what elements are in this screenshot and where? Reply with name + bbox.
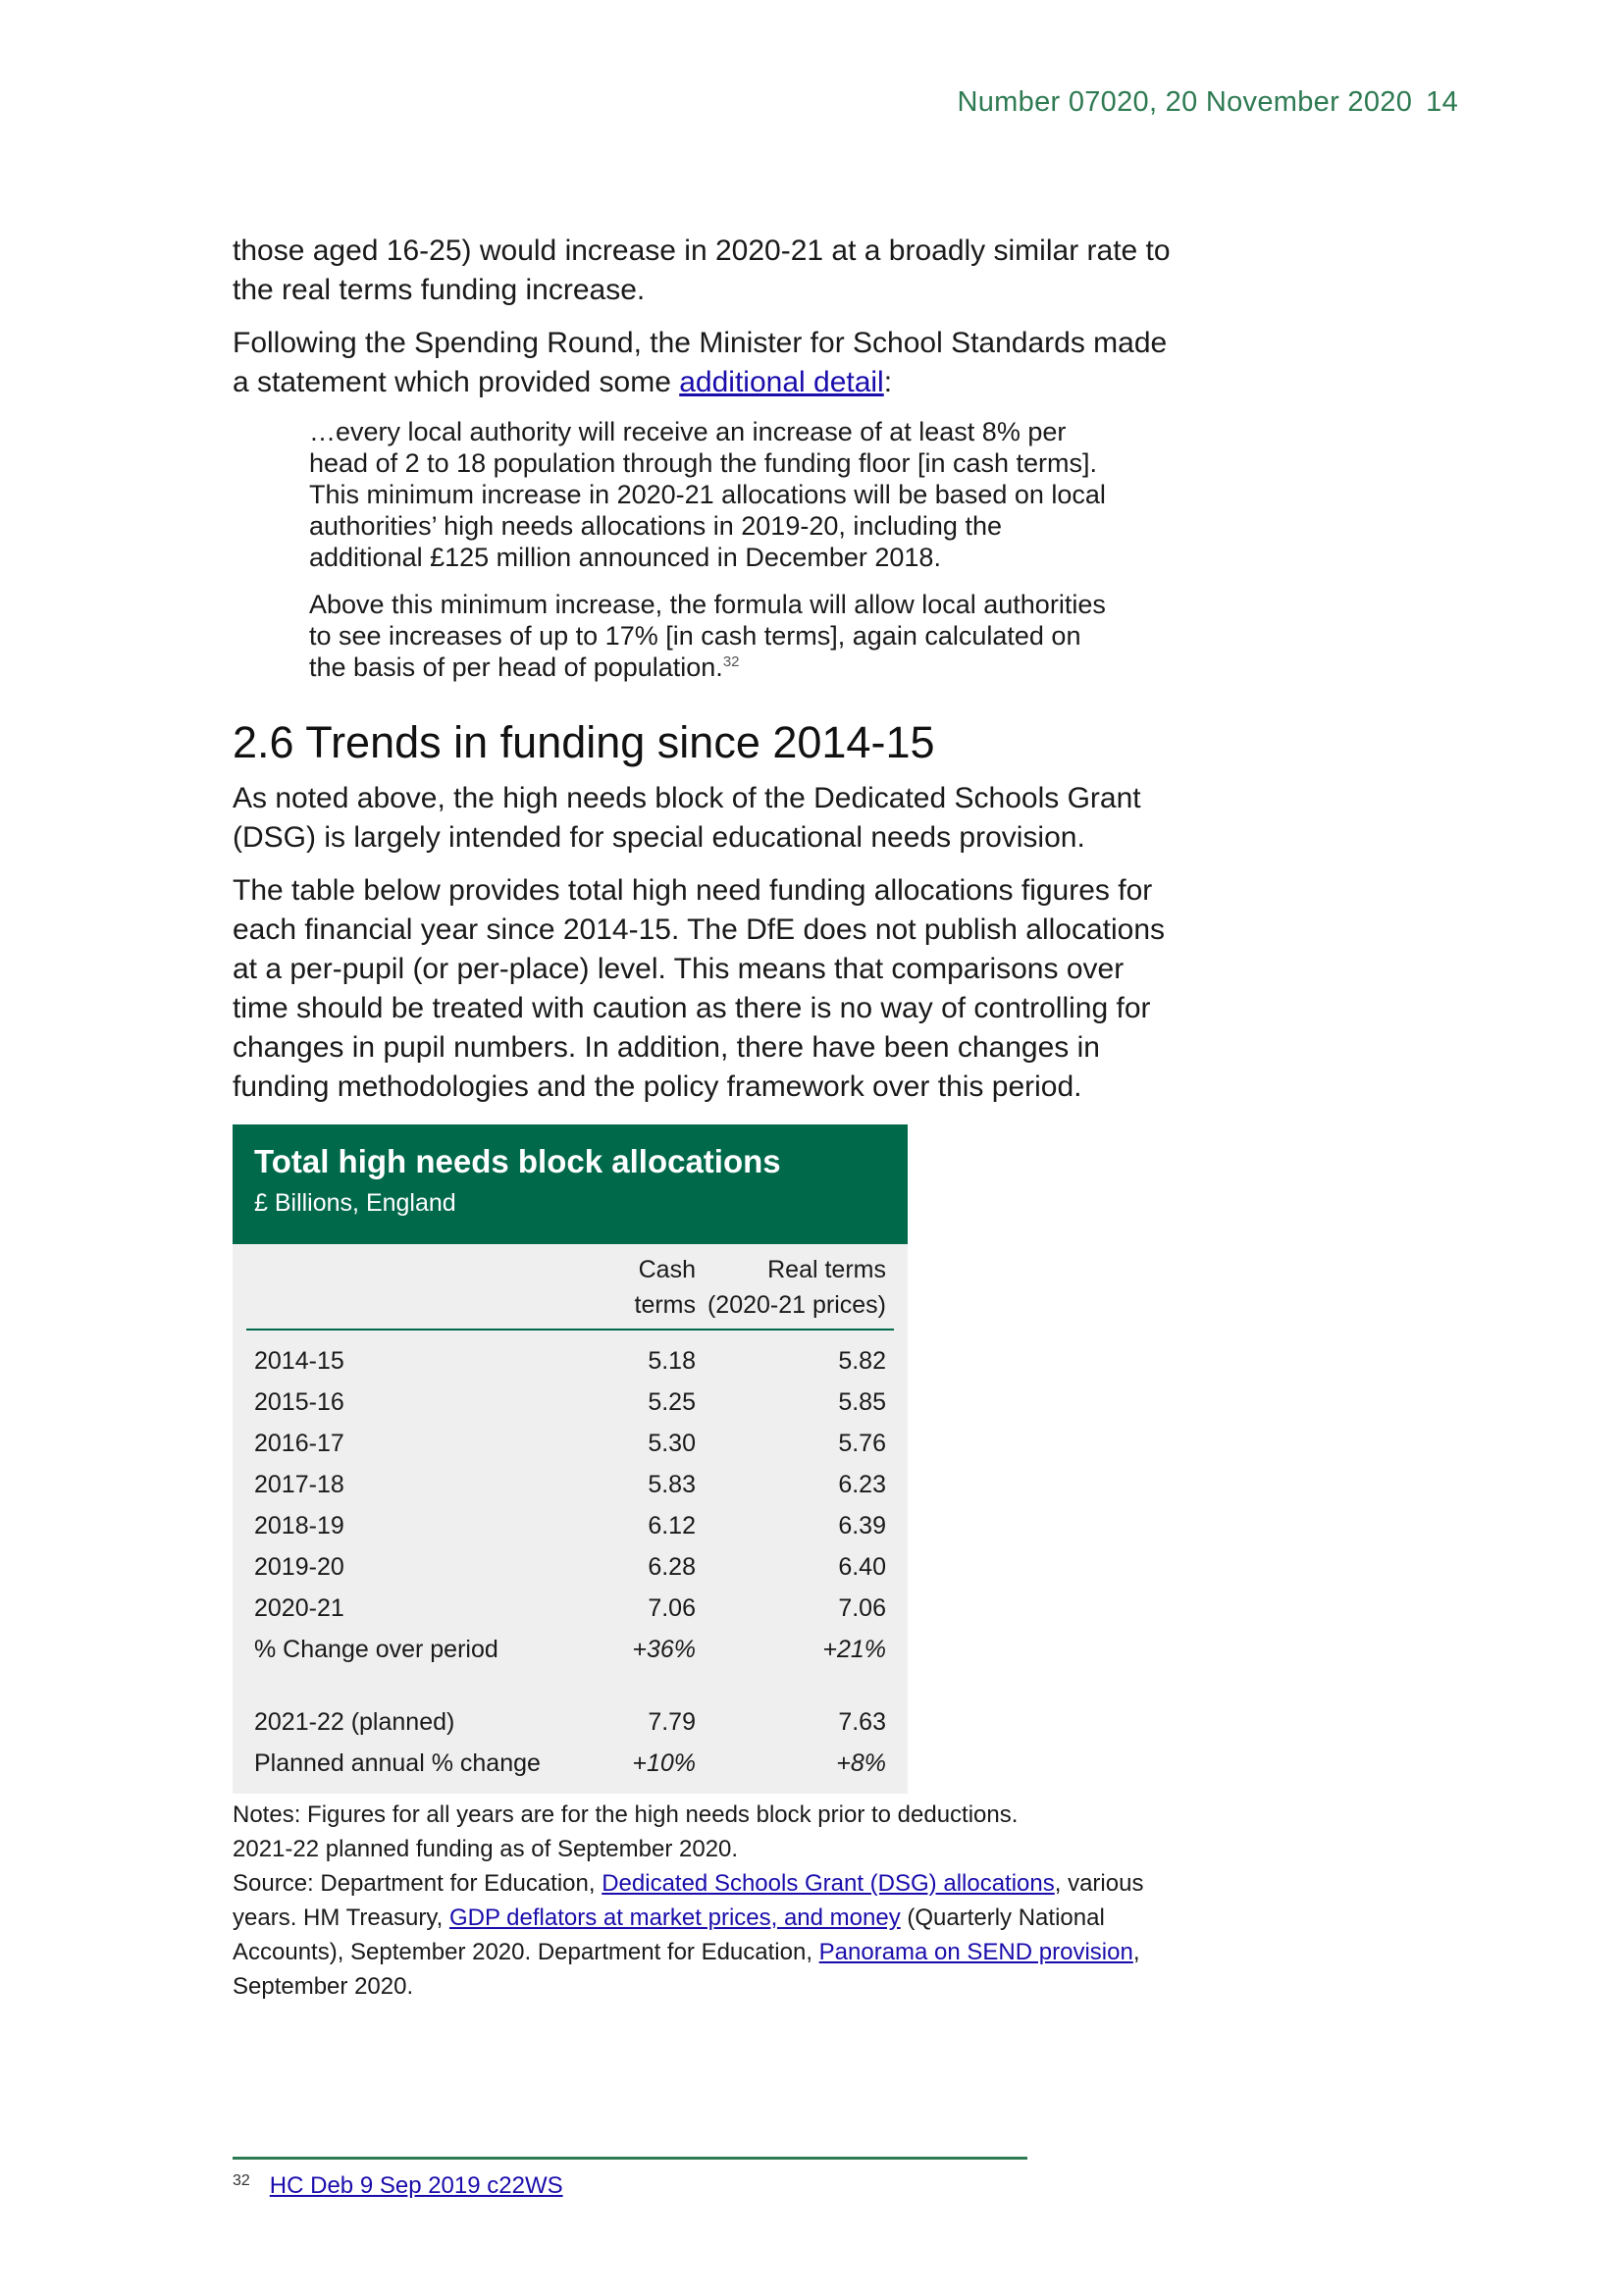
table-row-planned-change [246,1743,894,1784]
real-value: 5.85 [838,1388,886,1416]
footnote-reference[interactable]: 32 [722,653,740,670]
source-prefix: Source: Department for Education, [233,1870,602,1897]
table-body [233,1244,908,1794]
column-header-real-line2: (2020-21 prices) [707,1291,886,1319]
row-label: 2017-18 [254,1471,344,1498]
paragraph-high-needs: As noted above, the high needs block of the Dedicated Schools Grant (DSG) is largely intended for special educational needs provision. [233,782,1141,854]
table-column-headers [246,1244,894,1330]
column-header-cash [578,1244,696,1330]
cash-value: 7.06 [648,1594,696,1622]
table-row-planned [246,1701,894,1743]
paragraph-text: Following the Spending Round, the Minister for School Standards made a statement which provided some [233,327,1168,398]
quote-paragraph-2 [309,589,1114,683]
footnote [233,2172,563,2200]
table-row [246,1588,894,1629]
row-label: 2020-21 [254,1594,344,1622]
paragraph-table-intro: The table below provides total high need funding allocations figures for each financial year since 2014-15. The DfE does not publish allocations at a per-pupil (or per-place) level. This means that comparisons over time should be treated with caution as there is no way of controlling for changes in pupil numbers. In addition, there have been changes in funding methodologies and the policy framework over this period. [233,874,1166,1103]
table-row [246,1423,894,1464]
main-content [233,232,1175,2004]
notes-line-2: 2021-22 planned funding as of September 2020. [233,1836,739,1862]
quote-text: Above this minimum increase, the formula will allow local authorities to see increases of up to 17% [in cash terms], again calculated on the basis of per head of population. [309,590,1106,682]
additional-detail-link[interactable]: additional detail [679,366,884,398]
real-value: 7.06 [838,1594,886,1622]
allocations-table [246,1244,894,1784]
row-label: 2014-15 [254,1347,344,1375]
row-label: 2019-20 [254,1553,344,1581]
real-change: +21% [822,1636,886,1663]
column-header-cash-line1: Cash [638,1256,696,1283]
table-row [246,1464,894,1505]
real-value: 7.63 [838,1708,886,1736]
table-row-change [246,1629,894,1670]
table-row [246,1330,894,1382]
real-value: 5.82 [838,1347,886,1375]
table-title: Total high needs block allocations [254,1143,781,1179]
real-value: 6.39 [838,1512,886,1539]
real-change: +8% [836,1749,886,1777]
paragraph-punctuation: : [883,366,893,398]
column-header-blank [246,1244,578,1330]
dsg-allocations-link[interactable]: Dedicated Schools Grant (DSG) allocations [602,1870,1055,1897]
table-notes [233,1798,1175,2004]
row-label: % Change over period [254,1636,498,1663]
paragraph-continued: those aged 16-25) would increase in 2020-21 at a broadly similar rate to the real terms funding increase. [233,235,1171,306]
footnote-number: 32 [233,2172,250,2189]
source-mid-2: (Quarterly National Accounts), September 2020. Department for Education, [233,1905,1105,1965]
notes-line-1: Notes: Figures for all years are for the high needs block prior to deductions. [233,1801,1019,1828]
column-header-real-line1: Real terms [767,1256,886,1283]
cash-value: 7.79 [648,1708,696,1736]
cash-value: 6.12 [648,1512,696,1539]
row-label: 2016-17 [254,1430,344,1457]
funding-table [233,1124,908,1794]
panorama-send-link[interactable]: Panorama on SEND provision [818,1939,1133,1965]
table-subtitle: £ Billions, England [254,1189,456,1217]
table-row [246,1505,894,1546]
row-label: 2021-22 (planned) [254,1708,455,1736]
cash-change: +10% [632,1749,696,1777]
cash-change: +36% [632,1636,696,1663]
row-label: 2018-19 [254,1512,344,1539]
cash-value: 5.25 [648,1388,696,1416]
source-mid-1: , various years. HM Treasury, [233,1870,1144,1931]
block-quote [309,416,1114,683]
cash-value: 5.83 [648,1471,696,1498]
table-header-band [233,1124,908,1244]
real-value: 6.40 [838,1553,886,1581]
real-value: 5.76 [838,1430,886,1457]
real-value: 6.23 [838,1471,886,1498]
section-heading: 2.6 Trends in funding since 2014-15 [233,717,935,767]
row-label: 2015-16 [254,1388,344,1416]
gdp-deflators-link[interactable]: GDP deflators at market prices, and money [448,1905,901,1931]
page-number: 14 [1426,86,1458,118]
page-header [958,86,1458,119]
table-row [246,1546,894,1588]
source-end: , September 2020. [233,1939,1140,2000]
table-row [246,1382,894,1423]
cash-value: 6.28 [648,1553,696,1581]
source-text [233,1866,1175,2004]
document-reference: Number 07020, 20 November 2020 [957,86,1413,118]
table-spacer [246,1670,894,1701]
row-label: Planned annual % change [254,1749,541,1777]
footnote-link[interactable]: HC Deb 9 Sep 2019 c22WS [269,2172,563,2199]
quote-paragraph-1: …every local authority will receive an increase of at least 8% per head of 2 to 18 population through the funding floor [in cash terms]. This minimum increase in 2020-21 allocations will be based on local authorities’ high needs allocations in 2019-20, including the additional £125 million announced in December 2018. [309,417,1106,572]
paragraph-spending-round [233,324,1175,402]
column-header-cash-line2: terms [634,1291,696,1319]
column-header-real [696,1244,894,1330]
cash-value: 5.18 [648,1347,696,1375]
cash-value: 5.30 [648,1430,696,1457]
footnote-divider [233,2157,1027,2160]
